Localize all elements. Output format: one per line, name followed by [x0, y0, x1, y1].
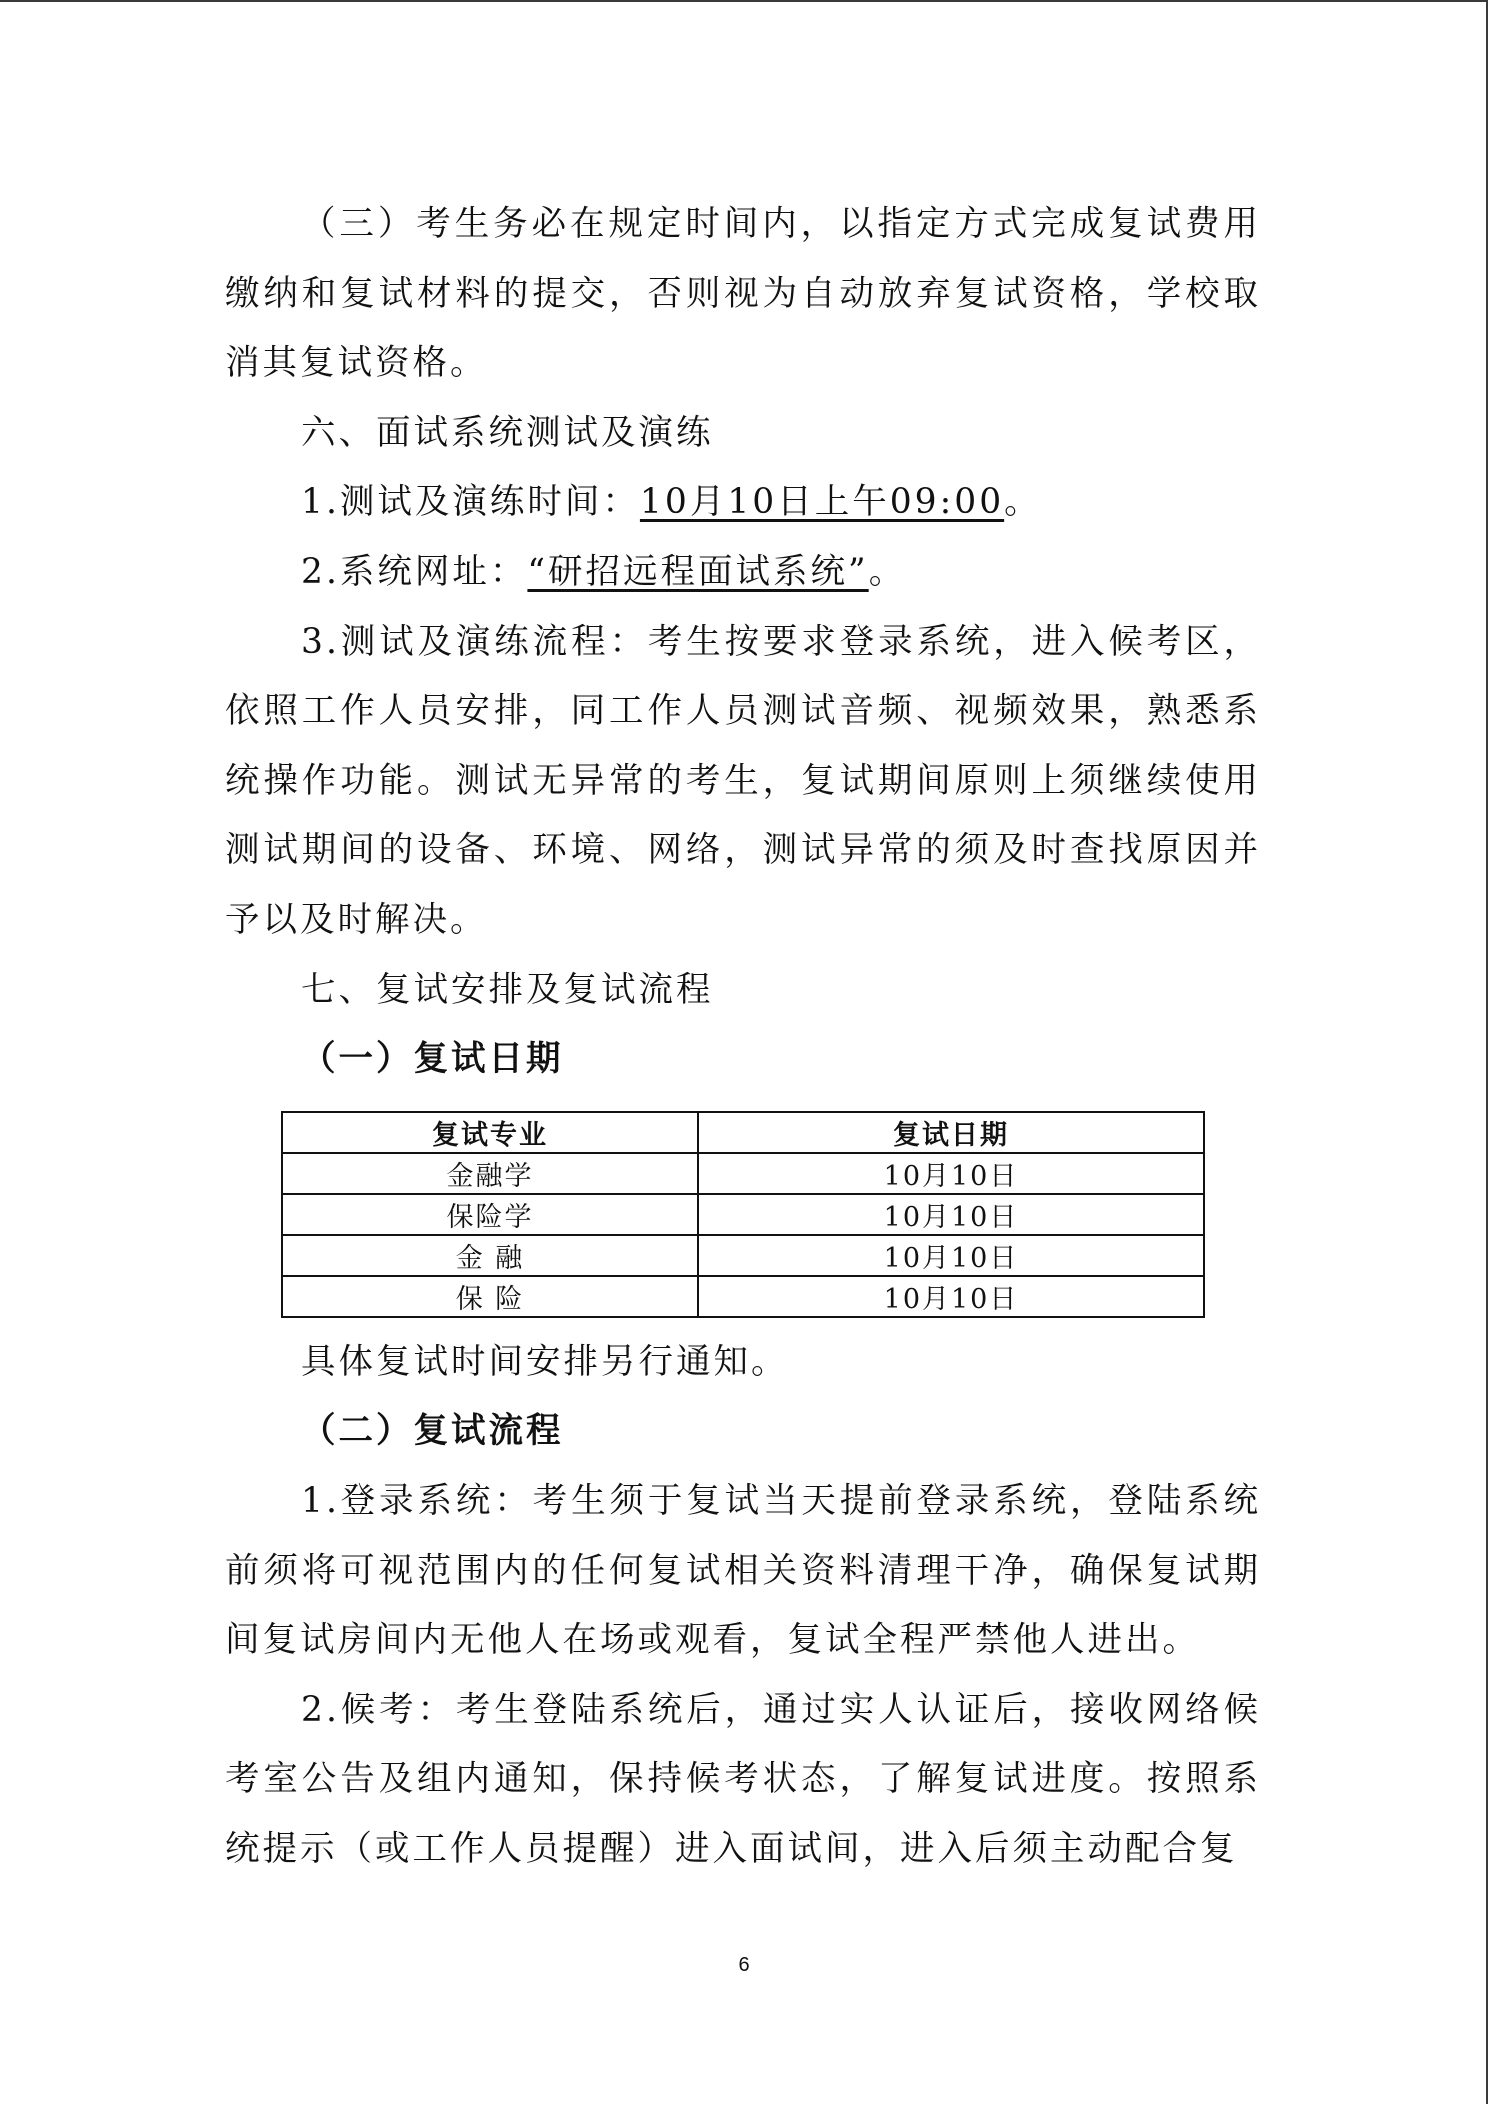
section-heading-seven: 七、复试安排及复试流程 [301, 969, 714, 1010]
table-cell-major: 保险学 [282, 1194, 698, 1235]
paragraph-schedule-notice: 具体复试时间安排另行通知。 [301, 1341, 789, 1382]
table-cell-date: 10月10日 [698, 1194, 1204, 1235]
table-cell-major: 金融学 [282, 1153, 698, 1194]
test-time-label: 1.测试及演练时间： [301, 482, 640, 523]
paragraph-login-system: 1.登录系统：考生须于复试当天提前登录系统，登陆系统前须将可视范围内的任何复试相关资料清理干净，确保复试期间复试房间内无他人在场或观看，复试全程严禁他人进出。 [225, 1480, 1261, 1661]
system-site-line [225, 538, 1261, 608]
document-page [225, 190, 1261, 1884]
table-cell-date: 10月10日 [698, 1153, 1204, 1194]
paragraph-waiting: 2.候考：考生登陆系统后，通过实人认证后，接收网络候考室公告及组内通知，保持候考状态，了解复试进度。按照系统提示（或工作人员提醒）进入面试间，进入后须主动配合复 [225, 1689, 1261, 1869]
page-number: 6 [738, 1954, 750, 1976]
table-cell-date: 10月10日 [698, 1276, 1204, 1317]
system-site-value: “研招远程面试系统” [527, 551, 869, 592]
schedule-table [281, 1111, 1205, 1318]
table-cell-date: 10月10日 [698, 1235, 1204, 1276]
test-time-end: 。 [1004, 482, 1042, 523]
paragraph-fee-deadline: （三）考生务必在规定时间内，以指定方式完成复试费用缴纳和复试材料的提交，否则视为自动放弃复试资格，学校取消其复试资格。 [225, 204, 1261, 384]
test-time-line [225, 468, 1261, 538]
subheading-retest-flow: （二）复试流程 [301, 1411, 564, 1452]
column-header-date: 复试日期 [698, 1112, 1204, 1153]
paragraph-test-flow: 3.测试及演练流程：考生按要求登录系统，进入候考区，依照工作人员安排，同工作人员测试音频、视频效果，熟悉系统操作功能。测试无异常的考生，复试期间原则上须继续使用测试期间的设备、环境、网络，测试异常的须及时查找原因并予以及时解决。 [225, 621, 1261, 940]
test-time-value: 10月10日上午09:00 [639, 482, 1005, 523]
table-cell-major: 保 险 [282, 1276, 698, 1317]
system-site-end: 。 [868, 551, 907, 592]
table-row [282, 1153, 1204, 1194]
system-site-label: 2.系统网址： [301, 551, 528, 592]
table-row [282, 1235, 1204, 1276]
table-header-row [282, 1112, 1204, 1153]
section-heading-six: 六、面试系统测试及演练 [301, 412, 714, 453]
table-row [282, 1194, 1204, 1235]
table-cell-major: 金 融 [282, 1235, 698, 1276]
subheading-retest-date: （一）复试日期 [301, 1039, 564, 1080]
column-header-major: 复试专业 [282, 1112, 698, 1153]
table-row [282, 1276, 1204, 1317]
schedule-table-wrap [281, 1111, 1261, 1318]
